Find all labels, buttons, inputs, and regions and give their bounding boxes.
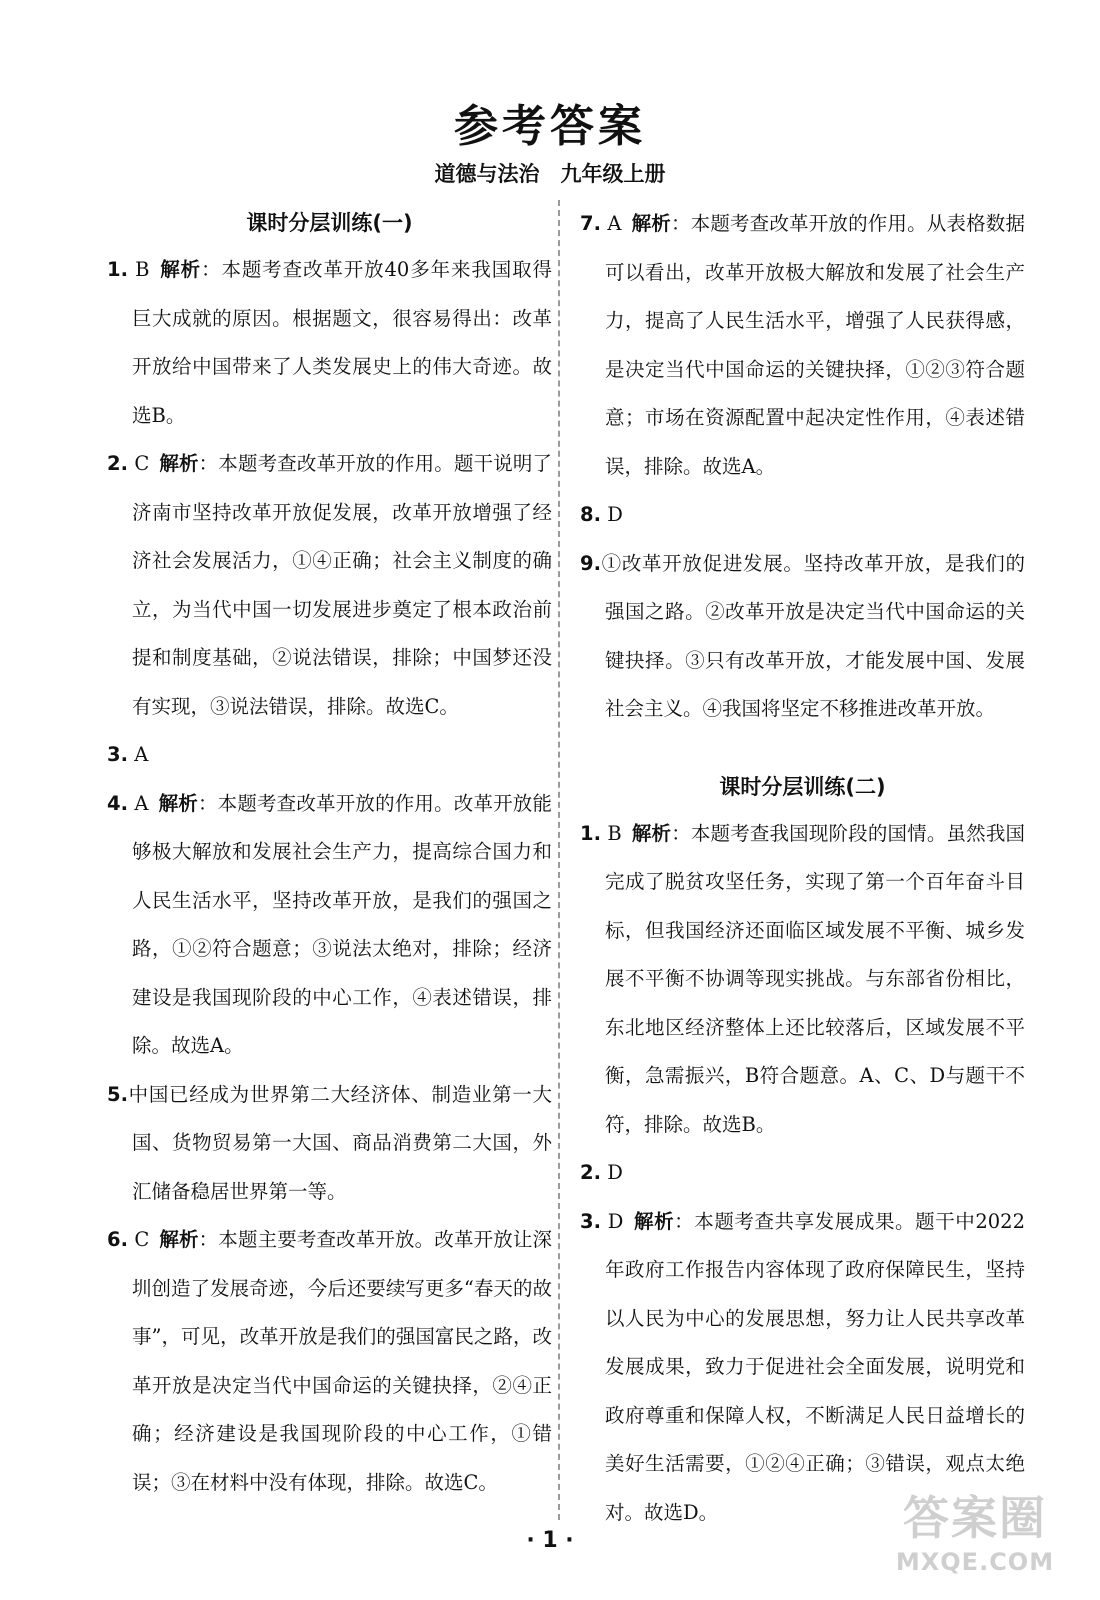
left-column bbox=[107, 200, 552, 1507]
answer-choice: A bbox=[134, 791, 149, 815]
section-title-lesson-1: 课时分层训练(一) bbox=[246, 211, 413, 235]
section-spacer bbox=[580, 734, 1025, 764]
answer-item bbox=[107, 731, 552, 780]
answer-text: ：本题考查改革开放的作用。改革开放能够极大解放和发展社会生产力，提高综合国力和人民生活水平，坚持改革开放，是我们的强国之路，①②符合题意；③说法太绝对，排除；经济建设是我国现阶段的中心工作，④表述错误，排除。故选A。 bbox=[132, 791, 552, 1057]
answer-choice: D bbox=[607, 503, 623, 526]
watermark-site-text: MXQE.COM bbox=[895, 1548, 1055, 1576]
answer-number: 2. bbox=[580, 1161, 601, 1184]
section-title-lesson-2: 课时分层训练(二) bbox=[719, 774, 886, 799]
answer-choice: A bbox=[607, 212, 622, 235]
answer-text: ：本题考查改革开放40多年来我国取得巨大成就的原因。根据题文，很容易得出：改革开放给中国带来了人类发展史上的伟大奇迹。故选B。 bbox=[132, 258, 552, 427]
analysis-label: 解析 bbox=[633, 1209, 675, 1233]
analysis-label: 解析 bbox=[631, 212, 671, 235]
answer-item bbox=[580, 1149, 1025, 1198]
right-answer-list-bottom bbox=[580, 810, 1025, 1538]
answer-text: ：本题考查改革开放的作用。从表格数据可以看出，改革开放极大解放和发展了社会生产力，提高了人民生活水平，增强了人民获得感，是决定当代中国命运的关键抉择，①②③符合题意；市场在资源配置中起决定性作用，④表述错误，排除。故选A。 bbox=[605, 212, 1025, 478]
answer-item bbox=[580, 810, 1025, 1150]
answer-choice: A bbox=[134, 743, 149, 766]
analysis-label: 解析 bbox=[159, 258, 202, 281]
answer-number: 7. bbox=[580, 212, 601, 235]
answer-number: 5. bbox=[107, 1082, 128, 1106]
answer-item bbox=[107, 440, 552, 731]
answer-number: 6. bbox=[107, 1228, 128, 1251]
watermark-logo-text: 答案圈 bbox=[903, 1491, 1047, 1545]
analysis-label: 解析 bbox=[159, 452, 199, 475]
analysis-label: 解析 bbox=[159, 1228, 199, 1251]
answer-number: 3. bbox=[580, 1209, 601, 1233]
column-divider bbox=[558, 200, 561, 1520]
answer-choice: B bbox=[135, 258, 150, 281]
answer-number: 9. bbox=[580, 551, 601, 575]
answer-choice: C bbox=[134, 452, 150, 475]
answer-text: 中国已经成为世界第二大经济体、制造业第一大国、货物贸易第一大国、商品消费第二大国，外汇储备稳居世界第一等。 bbox=[127, 1082, 552, 1203]
answer-item bbox=[107, 1216, 552, 1507]
answer-item bbox=[580, 540, 1025, 734]
answer-number: 3. bbox=[107, 743, 128, 766]
answer-item bbox=[580, 1198, 1025, 1538]
answer-number: 1. bbox=[580, 821, 601, 845]
answer-choice: B bbox=[607, 821, 622, 845]
left-answer-list bbox=[107, 246, 552, 1507]
right-column bbox=[580, 200, 1025, 1537]
answer-number: 8. bbox=[580, 503, 601, 526]
page-subtitle: 道德与法治 九年级上册 bbox=[434, 162, 666, 186]
analysis-label: 解析 bbox=[631, 821, 672, 845]
answer-text: ：本题考查改革开放的作用。题干说明了济南市坚持改革开放促发展，改革开放增强了经济社会发展活力，①④正确；社会主义制度的确立，为当代中国一切发展进步奠定了根本政治前提和制度基础，②说法错误，排除；中国梦还没有实现，③说法错误，排除。故选C。 bbox=[132, 452, 552, 718]
answer-item bbox=[107, 780, 552, 1071]
answer-text: ：本题考查共享发展成果。题干中2022年政府工作报告内容体现了政府保障民生，坚持以人民为中心的发展思想，努力让人民共享改革发展成果，致力于促进社会全面发展，说明党和政府尊重和保障人权，不断满足人民日益增长的美好生活需要，①②④正确；③错误，观点太绝对。故选D。 bbox=[605, 1209, 1025, 1524]
answer-number: 2. bbox=[107, 452, 128, 475]
answer-text: ：本题主要考查改革开放。改革开放让深圳创造了发展奇迹，今后还要续写更多“春天的故事”，可见，改革开放是我们的强国富民之路，改革开放是决定当代中国命运的关键抉择，②④正确；经济建设是我国现阶段的中心工作，①错误；③在材料中没有体现，排除。故选C。 bbox=[132, 1228, 552, 1494]
answer-choice: D bbox=[607, 1209, 624, 1233]
analysis-label: 解析 bbox=[158, 791, 198, 815]
answer-text: ①改革开放促进发展。坚持改革开放，是我们的强国之路。②改革开放是决定当代中国命运的关键抉择。③只有改革开放，才能发展中国、发展社会主义。④我国将坚定不移推进改革开放。 bbox=[600, 551, 1025, 720]
page-title: 参考答案 bbox=[454, 101, 646, 152]
answer-item bbox=[580, 200, 1025, 491]
answer-number: 4. bbox=[107, 791, 128, 815]
answer-choice: C bbox=[134, 1228, 150, 1251]
answer-choice: D bbox=[607, 1161, 623, 1184]
right-answer-list-top bbox=[580, 200, 1025, 734]
answer-number: 1. bbox=[107, 258, 128, 281]
answer-item bbox=[580, 491, 1025, 540]
page-number: · 1 · bbox=[526, 1528, 574, 1553]
answer-item bbox=[107, 246, 552, 440]
answer-text: ：本题考查我国现阶段的国情。虽然我国完成了脱贫攻坚任务，实现了第一个百年奋斗目标，但我国经济还面临区域发展不平衡、城乡发展不平衡不协调等现实挑战。与东部省份相比，东北地区经济整体上还比较落后，区域发展不平衡，急需振兴，B符合题意。A、C、D与题干不符，排除。故选B。 bbox=[605, 821, 1025, 1136]
watermark-logo bbox=[880, 1490, 1070, 1586]
answer-item bbox=[107, 1071, 552, 1217]
